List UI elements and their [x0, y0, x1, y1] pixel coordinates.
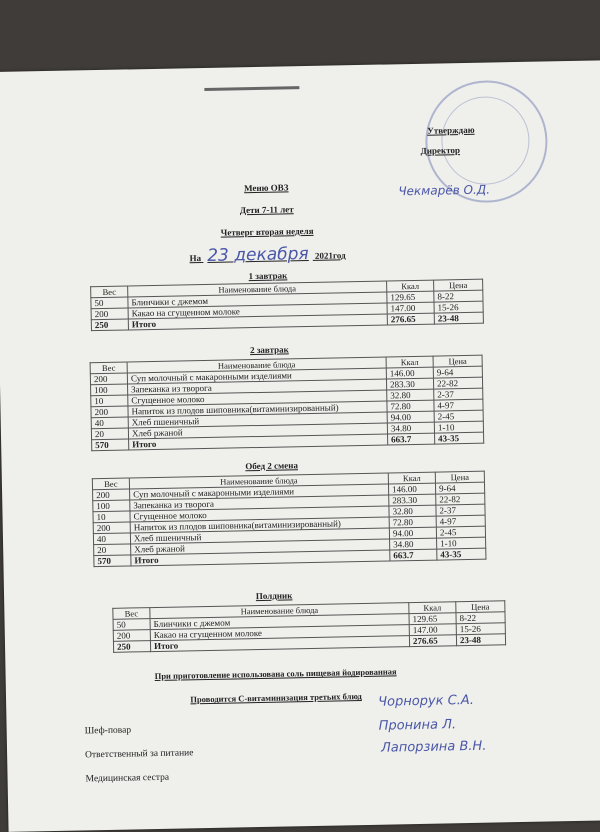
- cell-kcal: 146.00: [388, 483, 435, 495]
- cell-price: 4-97: [436, 515, 485, 527]
- cell-kcal: 129.65: [409, 613, 456, 625]
- director-signature: Чекмарёв О.Д.: [398, 182, 491, 199]
- cell-weight: 100: [91, 384, 128, 396]
- cell-weight: 200: [91, 406, 128, 418]
- menu-table: [90, 355, 485, 452]
- nurse-signature: Лапорзина В.Н.: [380, 738, 487, 756]
- cell-dish: Напиток из плодов шиповника(витаминизированный): [130, 517, 389, 533]
- staff-role: Ответственный за питание: [85, 748, 194, 761]
- cell-price: 15-26: [434, 301, 483, 313]
- header-weight: Вес: [92, 478, 129, 490]
- cell-dish: Блинчики с джемом: [150, 614, 409, 630]
- nutrition-signature: Пронина Л.: [378, 717, 457, 734]
- document-sheet: [0, 60, 600, 832]
- cell-kcal: 283.30: [389, 494, 436, 506]
- cell-dish: Какао на сгущенном молоке: [150, 625, 409, 641]
- cell-kcal: 146.00: [386, 367, 433, 379]
- cell-kcal: 283.30: [386, 378, 433, 390]
- cell-weight: 200: [91, 308, 128, 320]
- cell-dish: Сгущенное молоко: [130, 506, 389, 522]
- cell-weight: 40: [91, 417, 128, 429]
- cell-price: 2-37: [434, 388, 483, 400]
- cell-dish: Хлеб пшеничный: [128, 412, 387, 428]
- cell-kcal: 32.80: [387, 389, 434, 401]
- cell-price: 8-22: [434, 290, 483, 302]
- chef-signature: Чорнорук С.А.: [378, 692, 475, 710]
- total-kcal: 663.7: [390, 549, 437, 561]
- total-price: 43-35: [437, 548, 486, 560]
- cell-weight: 40: [93, 533, 130, 545]
- header-kcal: Ккал: [386, 356, 433, 368]
- cell-price: 2-45: [434, 410, 483, 422]
- cell-weight: 200: [93, 522, 130, 534]
- menu-table: [92, 471, 487, 568]
- header-dish: Наименование блюда: [150, 603, 409, 619]
- date-prefix: На: [189, 253, 202, 264]
- total-kcal: 276.65: [409, 635, 456, 647]
- cell-kcal: 147.00: [409, 624, 456, 636]
- salt-note: При приготовление использована соль пищевая йодированная: [154, 666, 397, 682]
- header-price: Цена: [435, 471, 484, 483]
- cell-price: 4-97: [434, 399, 483, 411]
- menu-table: [90, 279, 484, 332]
- date-line: [0, 240, 538, 270]
- cell-price: 1-10: [437, 537, 486, 549]
- cell-dish: Хлеб ржаной: [131, 539, 390, 555]
- cell-price: 22-82: [433, 377, 482, 389]
- date-suffix: 2021год: [314, 250, 346, 261]
- weekday-line: Четверг вторая неделя: [220, 225, 314, 238]
- cell-weight: 10: [91, 395, 128, 407]
- age-group: Дети 7-11 лет: [239, 204, 294, 216]
- total-price: 23-48: [434, 312, 483, 324]
- cell-price: 22-82: [436, 493, 485, 505]
- cell-dish: Запеканка из творога: [130, 495, 389, 511]
- header-dish: Наименование блюда: [129, 473, 388, 489]
- cell-weight: 20: [91, 428, 128, 440]
- header-weight: Вес: [113, 608, 150, 620]
- cell-dish: Хлеб ржаной: [128, 423, 387, 439]
- cell-kcal: 94.00: [387, 411, 434, 423]
- total-weight: 250: [113, 641, 150, 653]
- section-title: 1 завтрак: [248, 270, 288, 282]
- cell-price: 2-37: [436, 504, 485, 516]
- staff-role: Медицинская сестра: [85, 772, 170, 785]
- menu-title: Меню ОВЗ: [243, 182, 289, 194]
- cell-price: 2-45: [436, 526, 485, 538]
- cell-price: 9-64: [435, 482, 484, 494]
- header-kcal: Ккал: [387, 280, 434, 292]
- cell-weight: 200: [90, 373, 127, 385]
- cell-price: 9-64: [433, 366, 482, 378]
- total-price: 23-48: [456, 634, 505, 646]
- total-label: Итого: [128, 314, 387, 330]
- header-dish: Наименование блюда: [128, 281, 387, 297]
- cell-price: 1-10: [434, 421, 483, 433]
- cell-weight: 100: [93, 500, 130, 512]
- cell-kcal: 129.65: [387, 291, 434, 303]
- director-label: Директор: [420, 145, 461, 156]
- cell-weight: 10: [93, 511, 130, 523]
- cell-kcal: 94.00: [389, 527, 436, 539]
- cell-weight: 20: [94, 544, 131, 556]
- cell-kcal: 34.80: [387, 422, 434, 434]
- section-title: Обед 2 смена: [245, 460, 299, 472]
- approve-label: Утверждаю: [427, 124, 475, 136]
- total-label: Итого: [131, 550, 390, 566]
- handwritten-date: 23 декабря: [207, 243, 309, 266]
- total-kcal: 276.65: [387, 313, 434, 325]
- cell-dish: Сгущенное молоко: [128, 390, 387, 406]
- total-label: Итого: [129, 434, 388, 450]
- header-price: Цена: [456, 601, 505, 613]
- header-weight: Вес: [90, 362, 127, 374]
- cell-kcal: 147.00: [387, 302, 434, 314]
- staff-role: Шеф-повар: [84, 725, 132, 737]
- header-weight: Вес: [91, 286, 128, 298]
- cell-kcal: 72.80: [387, 400, 434, 412]
- cell-price: 15-26: [456, 623, 505, 635]
- header-price: Цена: [433, 355, 482, 367]
- total-price: 43-35: [435, 432, 484, 444]
- cell-kcal: 34.80: [390, 538, 437, 550]
- cell-weight: 50: [91, 297, 128, 309]
- section-title: Полдник: [255, 590, 293, 602]
- menu-table: [112, 600, 506, 653]
- header-dish: Наименование блюда: [127, 357, 386, 373]
- cell-dish: Суп молочный с макаронными изделиями: [130, 484, 389, 500]
- total-label: Итого: [150, 636, 409, 652]
- total-weight: 570: [92, 439, 129, 451]
- cell-weight: 200: [113, 630, 150, 642]
- cell-weight: 50: [113, 619, 150, 631]
- header-kcal: Ккал: [388, 472, 435, 484]
- total-kcal: 663.7: [388, 433, 435, 445]
- cell-kcal: 32.80: [389, 505, 436, 517]
- vitamin-note: Проводится С-витаминизация третьих блюд: [190, 691, 362, 705]
- cell-weight: 200: [93, 489, 130, 501]
- section-title: 2 завтрак: [249, 344, 289, 356]
- cell-price: 8-22: [456, 612, 505, 624]
- cell-dish: Хлеб пшеничный: [130, 528, 389, 544]
- cell-dish: Напиток из плодов шиповника(витаминизированный): [128, 401, 387, 417]
- total-weight: 570: [94, 555, 131, 567]
- cell-dish: Суп молочный с макаронными изделиями: [127, 368, 386, 384]
- header-kcal: Ккал: [409, 602, 456, 614]
- total-weight: 250: [91, 319, 128, 331]
- cell-kcal: 72.80: [389, 516, 436, 528]
- stamp-inner-ring: [441, 96, 531, 186]
- cell-dish: Запеканка из творога: [128, 379, 387, 395]
- cell-dish: Какао на сгущенном молоке: [128, 303, 387, 319]
- top-rule: [204, 86, 299, 91]
- cell-dish: Блинчики с джемом: [128, 292, 387, 308]
- header-price: Цена: [434, 279, 483, 291]
